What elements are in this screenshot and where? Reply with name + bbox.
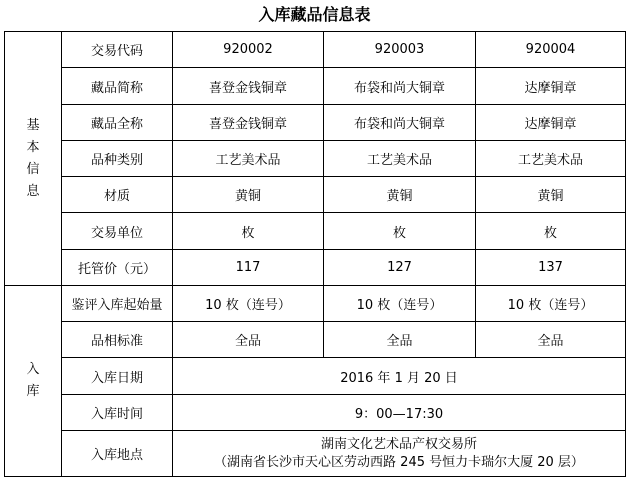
cell-category-3: 工艺美术品 [476, 141, 626, 177]
cell-trade-unit-3: 枚 [476, 213, 626, 250]
cell-short-name-1: 喜登金钱铜章 [173, 68, 324, 105]
cell-short-name-3: 达摩铜章 [476, 68, 626, 105]
label-category: 品种类别 [62, 141, 173, 177]
cell-custody-price-3: 137 [476, 250, 626, 286]
cell-full-name-2: 布袋和尚大铜章 [324, 105, 476, 141]
cell-material-2: 黄铜 [324, 177, 476, 213]
cell-trade-unit-2: 枚 [324, 213, 476, 250]
label-storage-time: 入库时间 [62, 395, 173, 431]
row-full-name [5, 105, 626, 141]
row-initial-quantity [5, 286, 626, 322]
cell-trade-code-3: 920004 [476, 32, 626, 68]
section-storage [5, 286, 62, 477]
cell-full-name-3: 达摩铜章 [476, 105, 626, 141]
cell-custody-price-2: 127 [324, 250, 476, 286]
collection-info-table [4, 31, 626, 477]
row-material [5, 177, 626, 213]
cell-grade-standard-3: 全品 [476, 322, 626, 358]
row-trade-unit [5, 213, 626, 250]
cell-material-1: 黄铜 [173, 177, 324, 213]
storage-place-name: 湖南文化艺术品产权交易所 [320, 436, 477, 452]
cell-trade-code-2: 920003 [324, 32, 476, 68]
row-category [5, 141, 626, 177]
label-trade-unit: 交易单位 [62, 213, 173, 250]
cell-material-3: 黄铜 [476, 177, 626, 213]
row-trade-code [5, 32, 626, 68]
row-storage-time [5, 395, 626, 431]
cell-grade-standard-2: 全品 [324, 322, 476, 358]
cell-initial-quantity-3: 10 枚（连号） [476, 286, 626, 322]
cell-storage-place [173, 431, 626, 477]
cell-full-name-1: 喜登金钱铜章 [173, 105, 324, 141]
cell-category-2: 工艺美术品 [324, 141, 476, 177]
row-grade-standard [5, 322, 626, 358]
storage-place-address: （湖南省长沙市天心区劳动西路 245 号恒力卡瑞尔大厦 20 层） [214, 454, 584, 470]
label-storage-place: 入库地点 [62, 431, 173, 477]
label-initial-quantity: 鉴评入库起始量 [62, 286, 173, 322]
cell-short-name-2: 布袋和尚大铜章 [324, 68, 476, 105]
page-title: 入库藏品信息表 [258, 5, 371, 24]
section-basic-info-label: 基本信息 [26, 117, 40, 199]
cell-trade-unit-1: 枚 [173, 213, 324, 250]
row-short-name [5, 68, 626, 105]
row-storage-place [5, 431, 626, 477]
label-material: 材质 [62, 177, 173, 213]
label-full-name: 藏品全称 [62, 105, 173, 141]
row-custody-price [5, 250, 626, 286]
section-storage-label: 入库 [26, 362, 40, 399]
label-grade-standard: 品相标准 [62, 322, 173, 358]
cell-initial-quantity-2: 10 枚（连号） [324, 286, 476, 322]
label-short-name: 藏品简称 [62, 68, 173, 105]
cell-custody-price-1: 117 [173, 250, 324, 286]
label-trade-code: 交易代码 [62, 32, 173, 68]
section-basic-info [5, 32, 62, 286]
cell-grade-standard-1: 全品 [173, 322, 324, 358]
label-custody-price: 托管价（元） [62, 250, 173, 286]
cell-trade-code-1: 920002 [173, 32, 324, 68]
cell-category-1: 工艺美术品 [173, 141, 324, 177]
cell-storage-date: 2016 年 1 月 20 日 [173, 358, 626, 395]
cell-initial-quantity-1: 10 枚（连号） [173, 286, 324, 322]
cell-storage-time: 9：00—17:30 [173, 395, 626, 431]
row-storage-date [5, 358, 626, 395]
label-storage-date: 入库日期 [62, 358, 173, 395]
